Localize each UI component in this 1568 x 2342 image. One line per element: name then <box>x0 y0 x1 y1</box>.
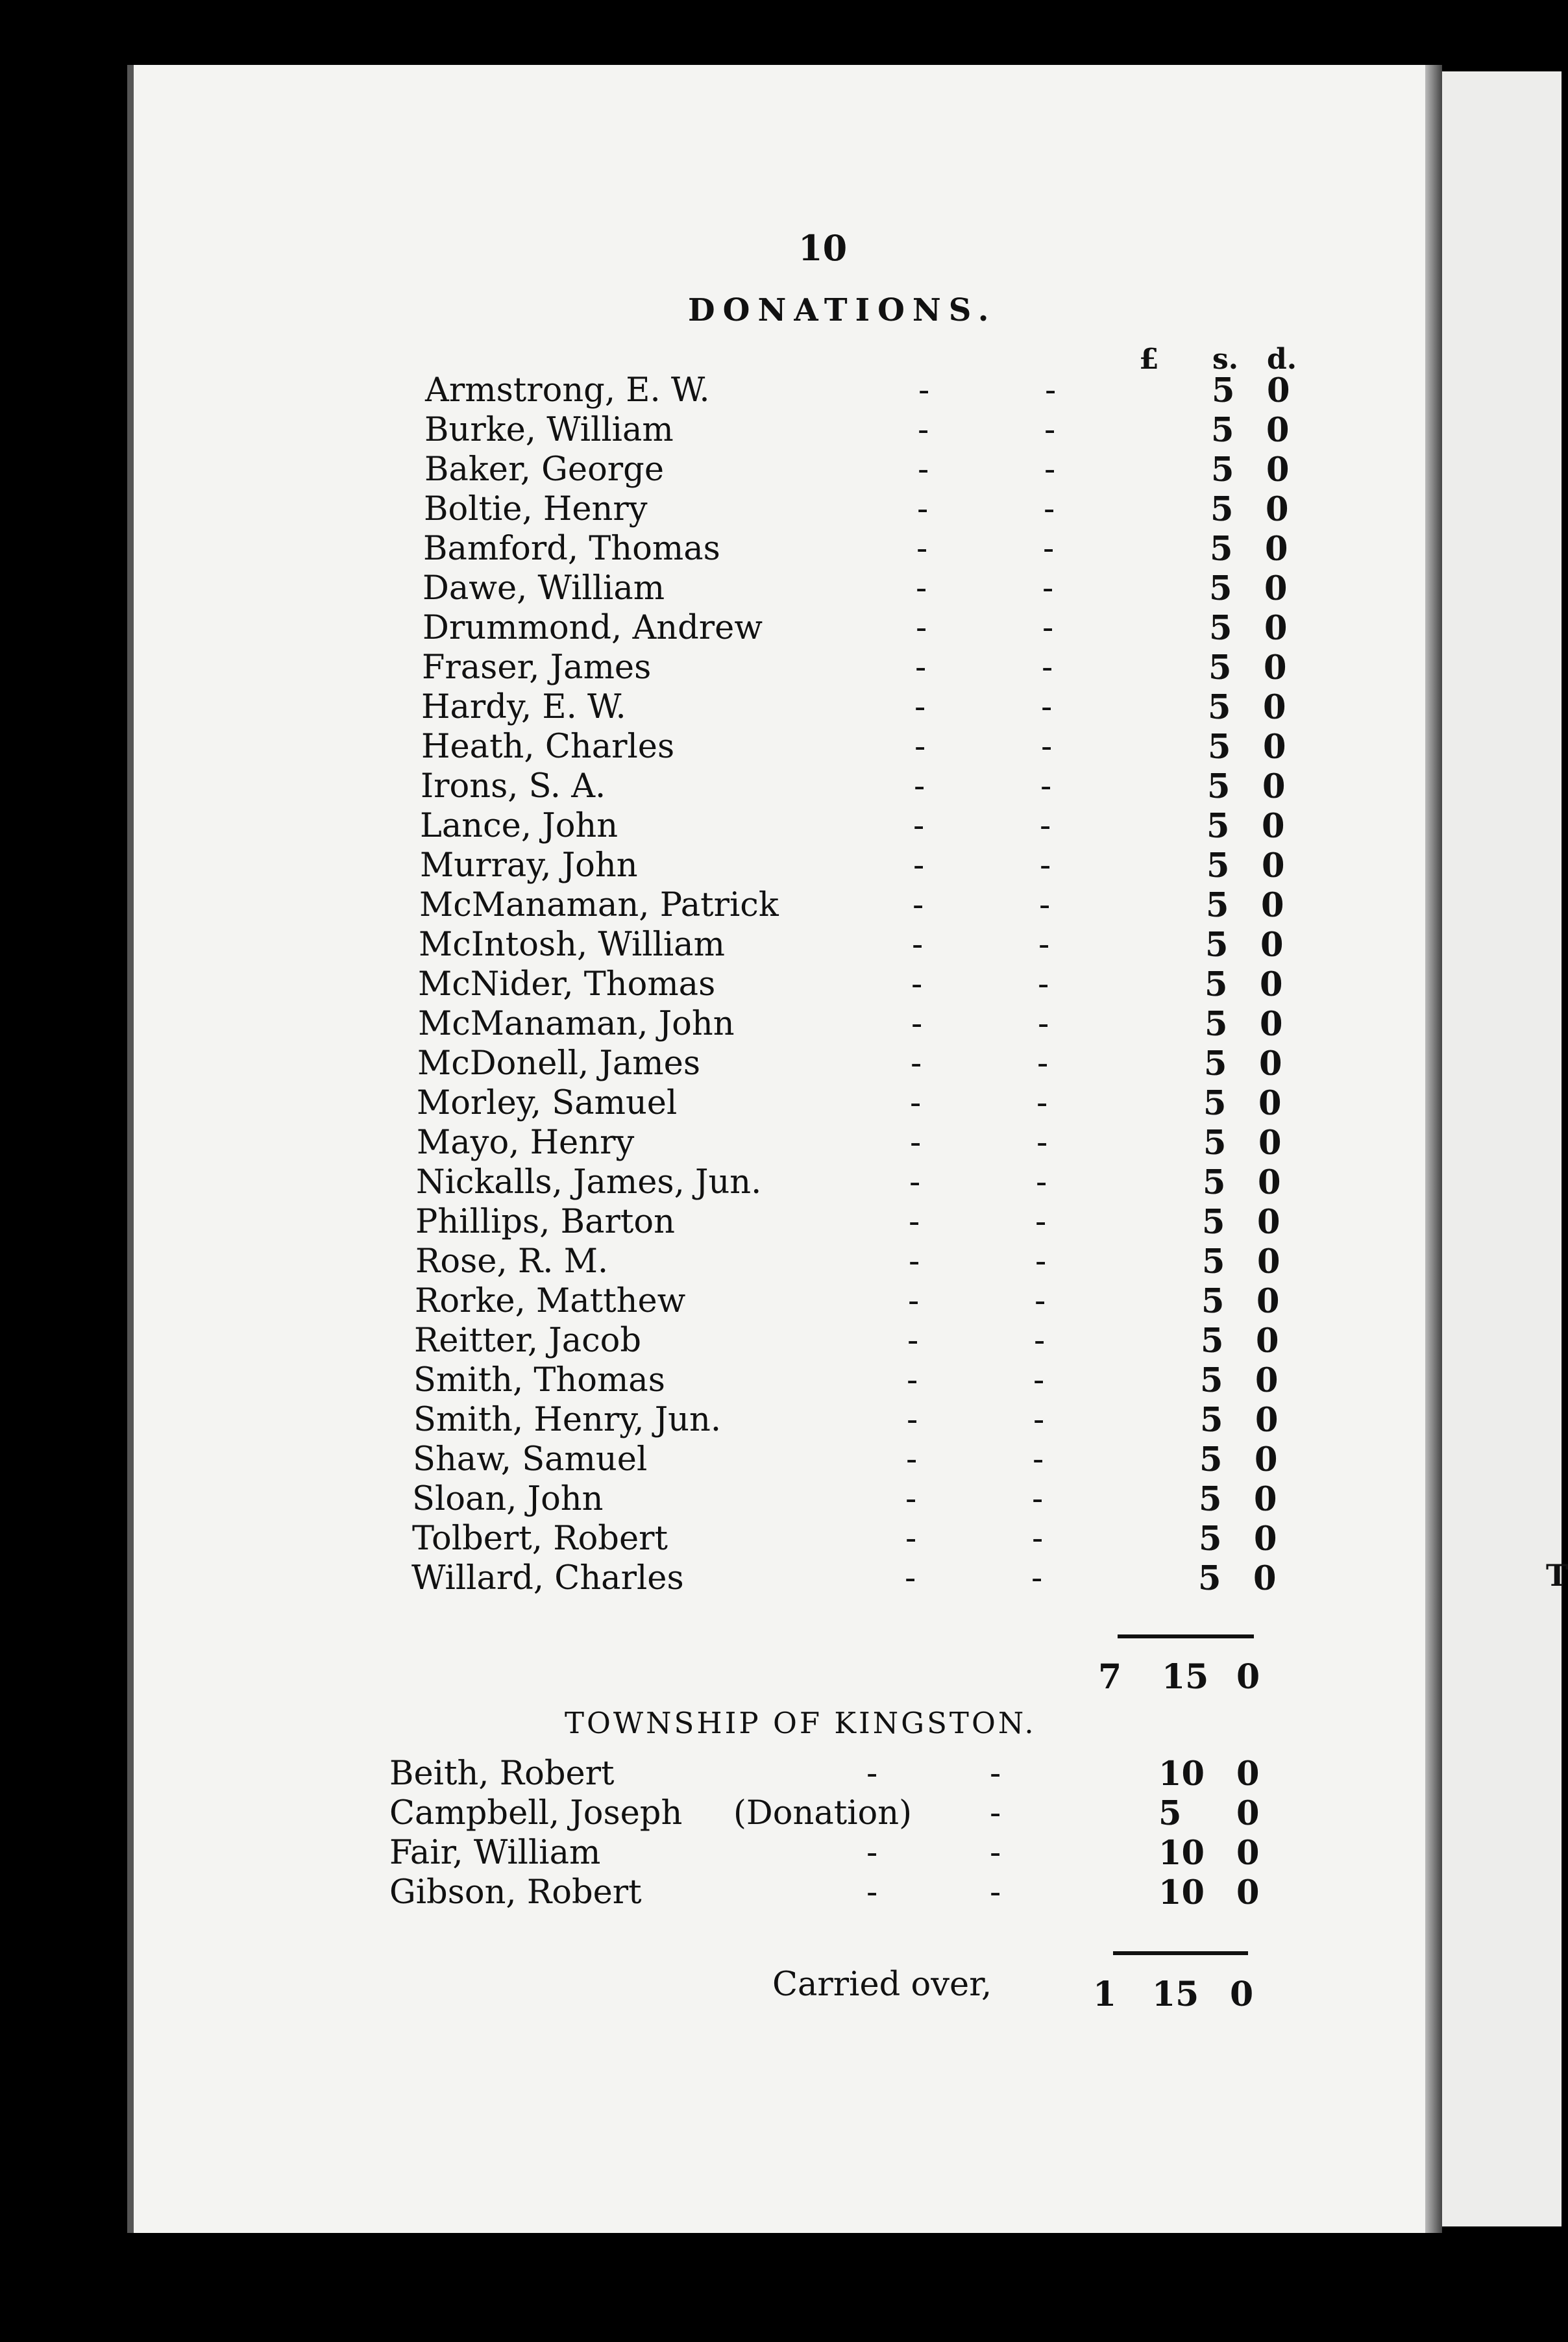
pence-value: 0 <box>1236 1755 1260 1793</box>
leader-dash: - <box>1032 1520 1044 1558</box>
leader-dash: - <box>913 846 925 885</box>
township-row <box>389 1794 1259 1834</box>
donation-row <box>417 1124 1280 1163</box>
leader-dash: - <box>905 1520 917 1558</box>
pence-value: 0 <box>1258 1163 1281 1202</box>
carried-over-label: Carried over, <box>772 1966 992 2004</box>
township-row <box>389 1755 1259 1794</box>
pence-value: 0 <box>1260 1005 1283 1044</box>
donor-name: Dawe, William <box>423 569 665 608</box>
subscriber-name: Beith, Robert <box>389 1755 615 1793</box>
leader-dash: - <box>1037 1044 1049 1083</box>
leader-dash: - <box>866 1873 878 1912</box>
leader-dash: - <box>866 1834 878 1872</box>
shillings-value: 5 <box>1207 767 1231 806</box>
leader-dash: - <box>990 1834 1001 1872</box>
leader-dash: - <box>908 1282 920 1320</box>
donation-row <box>424 411 1288 450</box>
donation-row <box>425 371 1288 411</box>
shillings-value: 5 <box>1212 371 1235 410</box>
carried-over-pounds: 1 <box>1093 1975 1117 2014</box>
shillings-value: 5 <box>1205 965 1228 1004</box>
pence-value: 0 <box>1254 1520 1277 1559</box>
pence-value: 0 <box>1259 1044 1282 1083</box>
leader-dash: - <box>1042 648 1053 687</box>
pence-value: 0 <box>1260 965 1283 1004</box>
carried-over-shillings: 15 <box>1152 1975 1199 2014</box>
pence-value: 0 <box>1236 1794 1260 1833</box>
donor-name: Sloan, John <box>412 1480 604 1518</box>
township-row <box>389 1834 1259 1873</box>
leader-dash: - <box>1035 1242 1047 1281</box>
donation-row <box>413 1401 1277 1440</box>
donor-name: McIntosh, William <box>419 926 725 964</box>
pence-value: 0 <box>1255 1401 1279 1440</box>
leader-dash: - <box>1038 1005 1049 1043</box>
shillings-value: 5 <box>1207 807 1230 846</box>
leader-dash: - <box>913 807 925 845</box>
leader-dash: - <box>1039 886 1051 924</box>
pence-value: 0 <box>1264 609 1288 648</box>
pence-value: 0 <box>1254 1480 1277 1519</box>
donation-row <box>422 648 1285 688</box>
donation-row <box>417 1084 1280 1124</box>
shillings-value: 5 <box>1206 886 1229 925</box>
shillings-value: 5 <box>1208 728 1231 767</box>
shillings-value: 5 <box>1210 490 1234 529</box>
leader-dash: - <box>1040 807 1051 845</box>
shillings-value: 5 <box>1200 1401 1223 1440</box>
leader-dash: - <box>907 1361 918 1399</box>
donation-row <box>420 846 1283 886</box>
leader-dash: - <box>1032 1480 1044 1518</box>
leader-dash: - <box>914 728 926 766</box>
leader-dash: - <box>990 1755 1001 1793</box>
donation-row <box>415 1203 1279 1242</box>
leader-dash: - <box>1041 728 1053 766</box>
leader-dash: - <box>916 569 927 608</box>
leader-dash: - <box>910 1124 922 1162</box>
leader-dash: - <box>918 450 929 489</box>
shillings-value: 5 <box>1207 846 1230 885</box>
pence-value: 0 <box>1265 530 1288 569</box>
leader-dash: - <box>909 1203 920 1241</box>
leader-dash: - <box>910 1084 922 1122</box>
donation-row <box>411 1559 1275 1599</box>
donation-row <box>423 609 1286 648</box>
pence-value: 0 <box>1258 1084 1282 1123</box>
pence-value: 0 <box>1262 807 1285 846</box>
pence-value: 0 <box>1266 490 1289 529</box>
township-row <box>389 1873 1259 1913</box>
donation-row <box>413 1361 1277 1401</box>
shillings-value: 5 <box>1205 1005 1228 1044</box>
leader-dash: - <box>916 609 927 647</box>
shillings-value: 5 <box>1203 1124 1227 1163</box>
donation-row <box>417 1044 1280 1084</box>
leader-dash: - <box>905 1480 917 1518</box>
shillings-value: 5 <box>1201 1282 1225 1321</box>
donations-total-pence: 0 <box>1236 1657 1260 1697</box>
donations-total-pounds: 7 <box>1098 1657 1122 1697</box>
donation-row <box>418 1005 1281 1044</box>
pence-value: 0 <box>1236 1834 1260 1873</box>
leader-dash: - <box>911 1044 922 1083</box>
donation-row <box>423 569 1286 609</box>
leader-dash: - <box>1031 1559 1043 1597</box>
leader-dash: - <box>914 688 926 726</box>
leader-dash: - <box>1041 688 1053 726</box>
donor-name: Irons, S. A. <box>421 767 606 806</box>
pence-value: 0 <box>1256 1322 1279 1361</box>
leader-dash: - <box>1040 767 1052 806</box>
page-heading: DONATIONS. <box>688 292 997 328</box>
leader-dash: - <box>917 490 929 528</box>
shillings-value: 5 <box>1199 1440 1223 1479</box>
donor-name: Fraser, James <box>422 648 652 687</box>
donation-row <box>421 728 1284 767</box>
pence-value: 0 <box>1264 569 1288 608</box>
donation-row <box>414 1322 1277 1361</box>
page-number: 10 <box>798 227 848 269</box>
donor-name: Murray, John <box>420 846 638 885</box>
pence-value: 0 <box>1260 926 1284 965</box>
donation-row <box>419 886 1282 926</box>
shillings-value: 5 <box>1211 411 1234 450</box>
pence-value: 0 <box>1255 1440 1278 1479</box>
donor-name: Hardy, E. W. <box>421 688 626 726</box>
leader-dash: - <box>1045 371 1057 410</box>
donation-row <box>424 450 1288 490</box>
subscriber-name: Gibson, Robert <box>389 1873 642 1912</box>
shillings-value: 5 <box>1202 1242 1225 1281</box>
shillings-value: 5 <box>1199 1520 1222 1559</box>
leader-dash: - <box>1033 1401 1045 1439</box>
donation-row <box>416 1163 1279 1203</box>
shillings-value: 5 <box>1203 1084 1227 1123</box>
leader-dash: - <box>1044 450 1056 489</box>
leader-dash: - <box>911 1005 923 1043</box>
donor-name: Morley, Samuel <box>417 1084 678 1122</box>
donor-name: Boltie, Henry <box>424 490 648 528</box>
pence-value: 0 <box>1255 1361 1279 1400</box>
donor-name: Smith, Thomas <box>413 1361 665 1399</box>
leader-dash: - <box>909 1163 921 1202</box>
donor-name: Tolbert, Robert <box>412 1520 668 1558</box>
leader-dash: - <box>918 371 930 410</box>
leader-dash: - <box>990 1873 1001 1912</box>
leader-dash: - <box>1042 609 1054 647</box>
donation-row <box>418 965 1281 1005</box>
leader-dash: - <box>918 411 929 449</box>
township-heading: TOWNSHIP OF KINGSTON. <box>565 1706 1036 1740</box>
leader-dash: - <box>906 1440 918 1479</box>
leader-dash: - <box>990 1794 1001 1832</box>
leader-dash: - <box>1040 846 1051 885</box>
leader-dash: - <box>916 530 928 568</box>
pence-value: 0 <box>1257 1242 1280 1281</box>
carried-over-pence: 0 <box>1230 1975 1254 2014</box>
pence-value: 0 <box>1263 728 1286 767</box>
donor-name: Shaw, Samuel <box>413 1440 648 1479</box>
donation-row <box>412 1520 1275 1559</box>
leader-dash: - <box>915 648 927 687</box>
pence-value: 0 <box>1257 1203 1280 1242</box>
shillings-value: 10 <box>1158 1834 1205 1873</box>
leader-dash: - <box>1042 569 1054 608</box>
leader-dash: - <box>912 926 924 964</box>
shillings-value: 5 <box>1209 609 1232 648</box>
donor-name: Lance, John <box>420 807 619 845</box>
pounds-column-header: £ <box>1139 343 1159 376</box>
leader-dash: - <box>913 886 924 924</box>
pence-value: 0 <box>1263 688 1286 727</box>
shillings-value: 5 <box>1203 1163 1226 1202</box>
pence-value: 0 <box>1236 1873 1260 1912</box>
leader-dash: - <box>866 1755 878 1793</box>
leader-dash: - <box>909 1242 920 1281</box>
leader-dash: - <box>1036 1084 1048 1122</box>
shillings-value: 5 <box>1211 450 1234 489</box>
shillings-value: 5 <box>1158 1794 1182 1833</box>
donor-name: Rose, R. M. <box>415 1242 609 1281</box>
donor-name: Rorke, Matthew <box>415 1282 686 1320</box>
shillings-value: 10 <box>1158 1873 1205 1912</box>
donor-name: Bamford, Thomas <box>423 530 720 568</box>
donor-name: Phillips, Barton <box>415 1203 675 1241</box>
donation-row <box>420 807 1283 846</box>
donor-name: Drummond, Andrew <box>423 609 763 647</box>
pence-column-header: d. <box>1267 343 1297 376</box>
shillings-value: 5 <box>1210 530 1233 569</box>
pence-value: 0 <box>1262 846 1285 885</box>
leader-dash: - <box>1036 1124 1048 1162</box>
pence-value: 0 <box>1266 450 1290 489</box>
leader-dash: - <box>907 1322 919 1360</box>
donation-row <box>413 1440 1276 1480</box>
shillings-value: 5 <box>1202 1203 1225 1242</box>
donor-name: McManaman, Patrick <box>419 886 779 924</box>
donation-row <box>415 1282 1278 1322</box>
leader-dash: - <box>1034 1322 1046 1360</box>
shillings-value: 5 <box>1205 926 1229 965</box>
donations-total-shillings: 15 <box>1162 1657 1209 1697</box>
facing-page-edge <box>1442 71 1562 2226</box>
pence-value: 0 <box>1266 411 1290 450</box>
pence-value: 0 <box>1262 767 1286 806</box>
donor-name: Heath, Charles <box>421 728 675 766</box>
leader-dash: - <box>1036 1163 1047 1202</box>
donor-name: Baker, George <box>424 450 665 489</box>
shillings-value: 10 <box>1158 1755 1205 1793</box>
donor-name: Armstrong, E. W. <box>425 371 710 410</box>
donor-name: Burke, William <box>424 411 674 449</box>
facing-page-letter: T <box>1546 1558 1568 1593</box>
donor-name: McNider, Thomas <box>418 965 716 1004</box>
page-gutter <box>1425 65 1442 2233</box>
donation-row <box>421 767 1284 807</box>
shillings-value: 5 <box>1198 1559 1221 1598</box>
leader-dash: - <box>907 1401 918 1439</box>
shillings-value: 5 <box>1208 688 1231 727</box>
shillings-value: 5 <box>1208 648 1232 687</box>
carried-rule <box>1113 1951 1248 1955</box>
leader-dash: - <box>914 767 925 806</box>
leader-dash: - <box>1044 490 1055 528</box>
donor-name: Smith, Henry, Jun. <box>413 1401 722 1439</box>
leader-dash: - <box>1035 1282 1046 1320</box>
shillings-value: 5 <box>1199 1480 1222 1519</box>
donor-name: Mayo, Henry <box>417 1124 635 1162</box>
pence-value: 0 <box>1261 886 1284 925</box>
leader-dash: - <box>911 965 923 1004</box>
donation-row <box>415 1242 1279 1282</box>
pence-value: 0 <box>1267 371 1290 410</box>
donor-name: Reitter, Jacob <box>414 1322 642 1360</box>
pence-value: 0 <box>1256 1282 1280 1321</box>
leader-dash: - <box>1043 530 1055 568</box>
shillings-value: 5 <box>1204 1044 1227 1083</box>
donor-name: Nickalls, James, Jun. <box>416 1163 762 1202</box>
shillings-value: 5 <box>1209 569 1232 608</box>
leader-dash: - <box>905 1559 916 1597</box>
pence-value: 0 <box>1264 648 1287 687</box>
donation-row <box>423 530 1286 569</box>
shillings-value: 5 <box>1201 1322 1224 1361</box>
donor-name: McManaman, John <box>418 1005 735 1043</box>
shillings-column-header: s. <box>1212 343 1239 376</box>
donation-row <box>424 490 1287 530</box>
leader-dash: - <box>1033 1440 1044 1479</box>
leader-dash: - <box>1038 926 1050 964</box>
leader-dash: - <box>1038 965 1049 1004</box>
leader-dash: - <box>1035 1203 1047 1241</box>
donation-row <box>421 688 1284 728</box>
donation-row <box>412 1480 1275 1520</box>
donation-row <box>419 926 1282 965</box>
leader-dash: - <box>1033 1361 1045 1399</box>
leader-dash: - <box>1044 411 1056 449</box>
shillings-value: 5 <box>1200 1361 1223 1400</box>
subscriber-name: Fair, William <box>389 1834 601 1872</box>
donor-name: Willard, Charles <box>411 1559 684 1597</box>
pence-value: 0 <box>1258 1124 1282 1163</box>
subscriber-note: (Donation) <box>733 1794 912 1832</box>
pence-value: 0 <box>1253 1559 1277 1598</box>
total-rule <box>1118 1634 1254 1638</box>
donor-name: McDonell, James <box>417 1044 701 1083</box>
subscriber-name: Campbell, Joseph <box>389 1794 683 1832</box>
